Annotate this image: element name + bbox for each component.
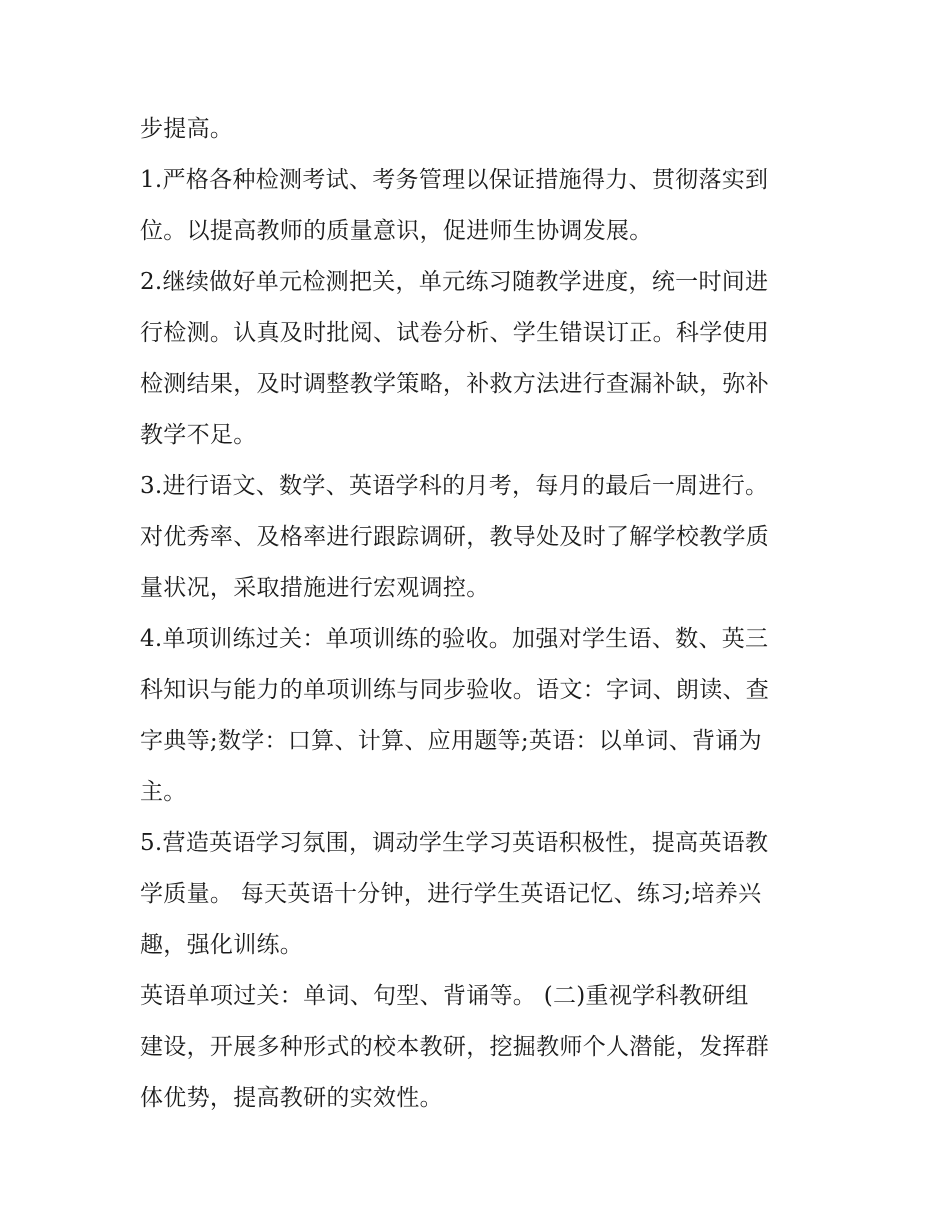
text-line: 5.营造英语学习氛围，调动学生学习英语积极性，提高英语教 xyxy=(140,830,769,856)
text-line: 学质量。 每天英语十分钟，进行学生英语记忆、练习;培养兴 xyxy=(140,881,762,907)
text-line: 教学不足。 xyxy=(140,422,257,448)
document-body xyxy=(140,104,820,1124)
text-line: 3.进行语文、数学、英语学科的月考，每月的最后一周进行。 xyxy=(140,473,769,499)
text-line: 科知识与能力的单项训练与同步验收。语文：字词、朗读、查 xyxy=(140,677,770,703)
text-line: 量状况，采取措施进行宏观调控。 xyxy=(140,575,490,601)
text-line: 1.严格各种检测考试、考务管理以保证措施得力、贯彻落实到 xyxy=(140,167,769,193)
text-line: 对优秀率、及格率进行跟踪调研，教导处及时了解学校教学质 xyxy=(140,524,770,550)
text-line: 主。 xyxy=(140,779,187,805)
text-line: 2.继续做好单元检测把关，单元练习随教学进度，统一时间进 xyxy=(140,269,769,295)
text-line: 检测结果，及时调整教学策略，补救方法进行查漏补缺，弥补 xyxy=(140,371,770,397)
text-line: 建设，开展多种形式的校本教研，挖掘教师个人潜能，发挥群 xyxy=(140,1034,770,1060)
text-line: 4.单项训练过关：单项训练的验收。加强对学生语、数、英三 xyxy=(140,626,769,652)
text-line: 步提高。 xyxy=(140,116,234,142)
text-line: 趣，强化训练。 xyxy=(140,932,304,958)
text-line: 位。以提高教师的质量意识，促进师生协调发展。 xyxy=(140,218,653,244)
text-line: 字典等;数学：口算、计算、应用题等;英语：以单词、背诵为 xyxy=(140,728,762,754)
text-line: 体优势，提高教研的实效性。 xyxy=(140,1085,443,1111)
text-line: 行检测。认真及时批阅、试卷分析、学生错误订正。科学使用 xyxy=(140,320,770,346)
text-line: 英语单项过关：单词、句型、背诵等。 (二)重视学科教研组 xyxy=(140,983,749,1009)
